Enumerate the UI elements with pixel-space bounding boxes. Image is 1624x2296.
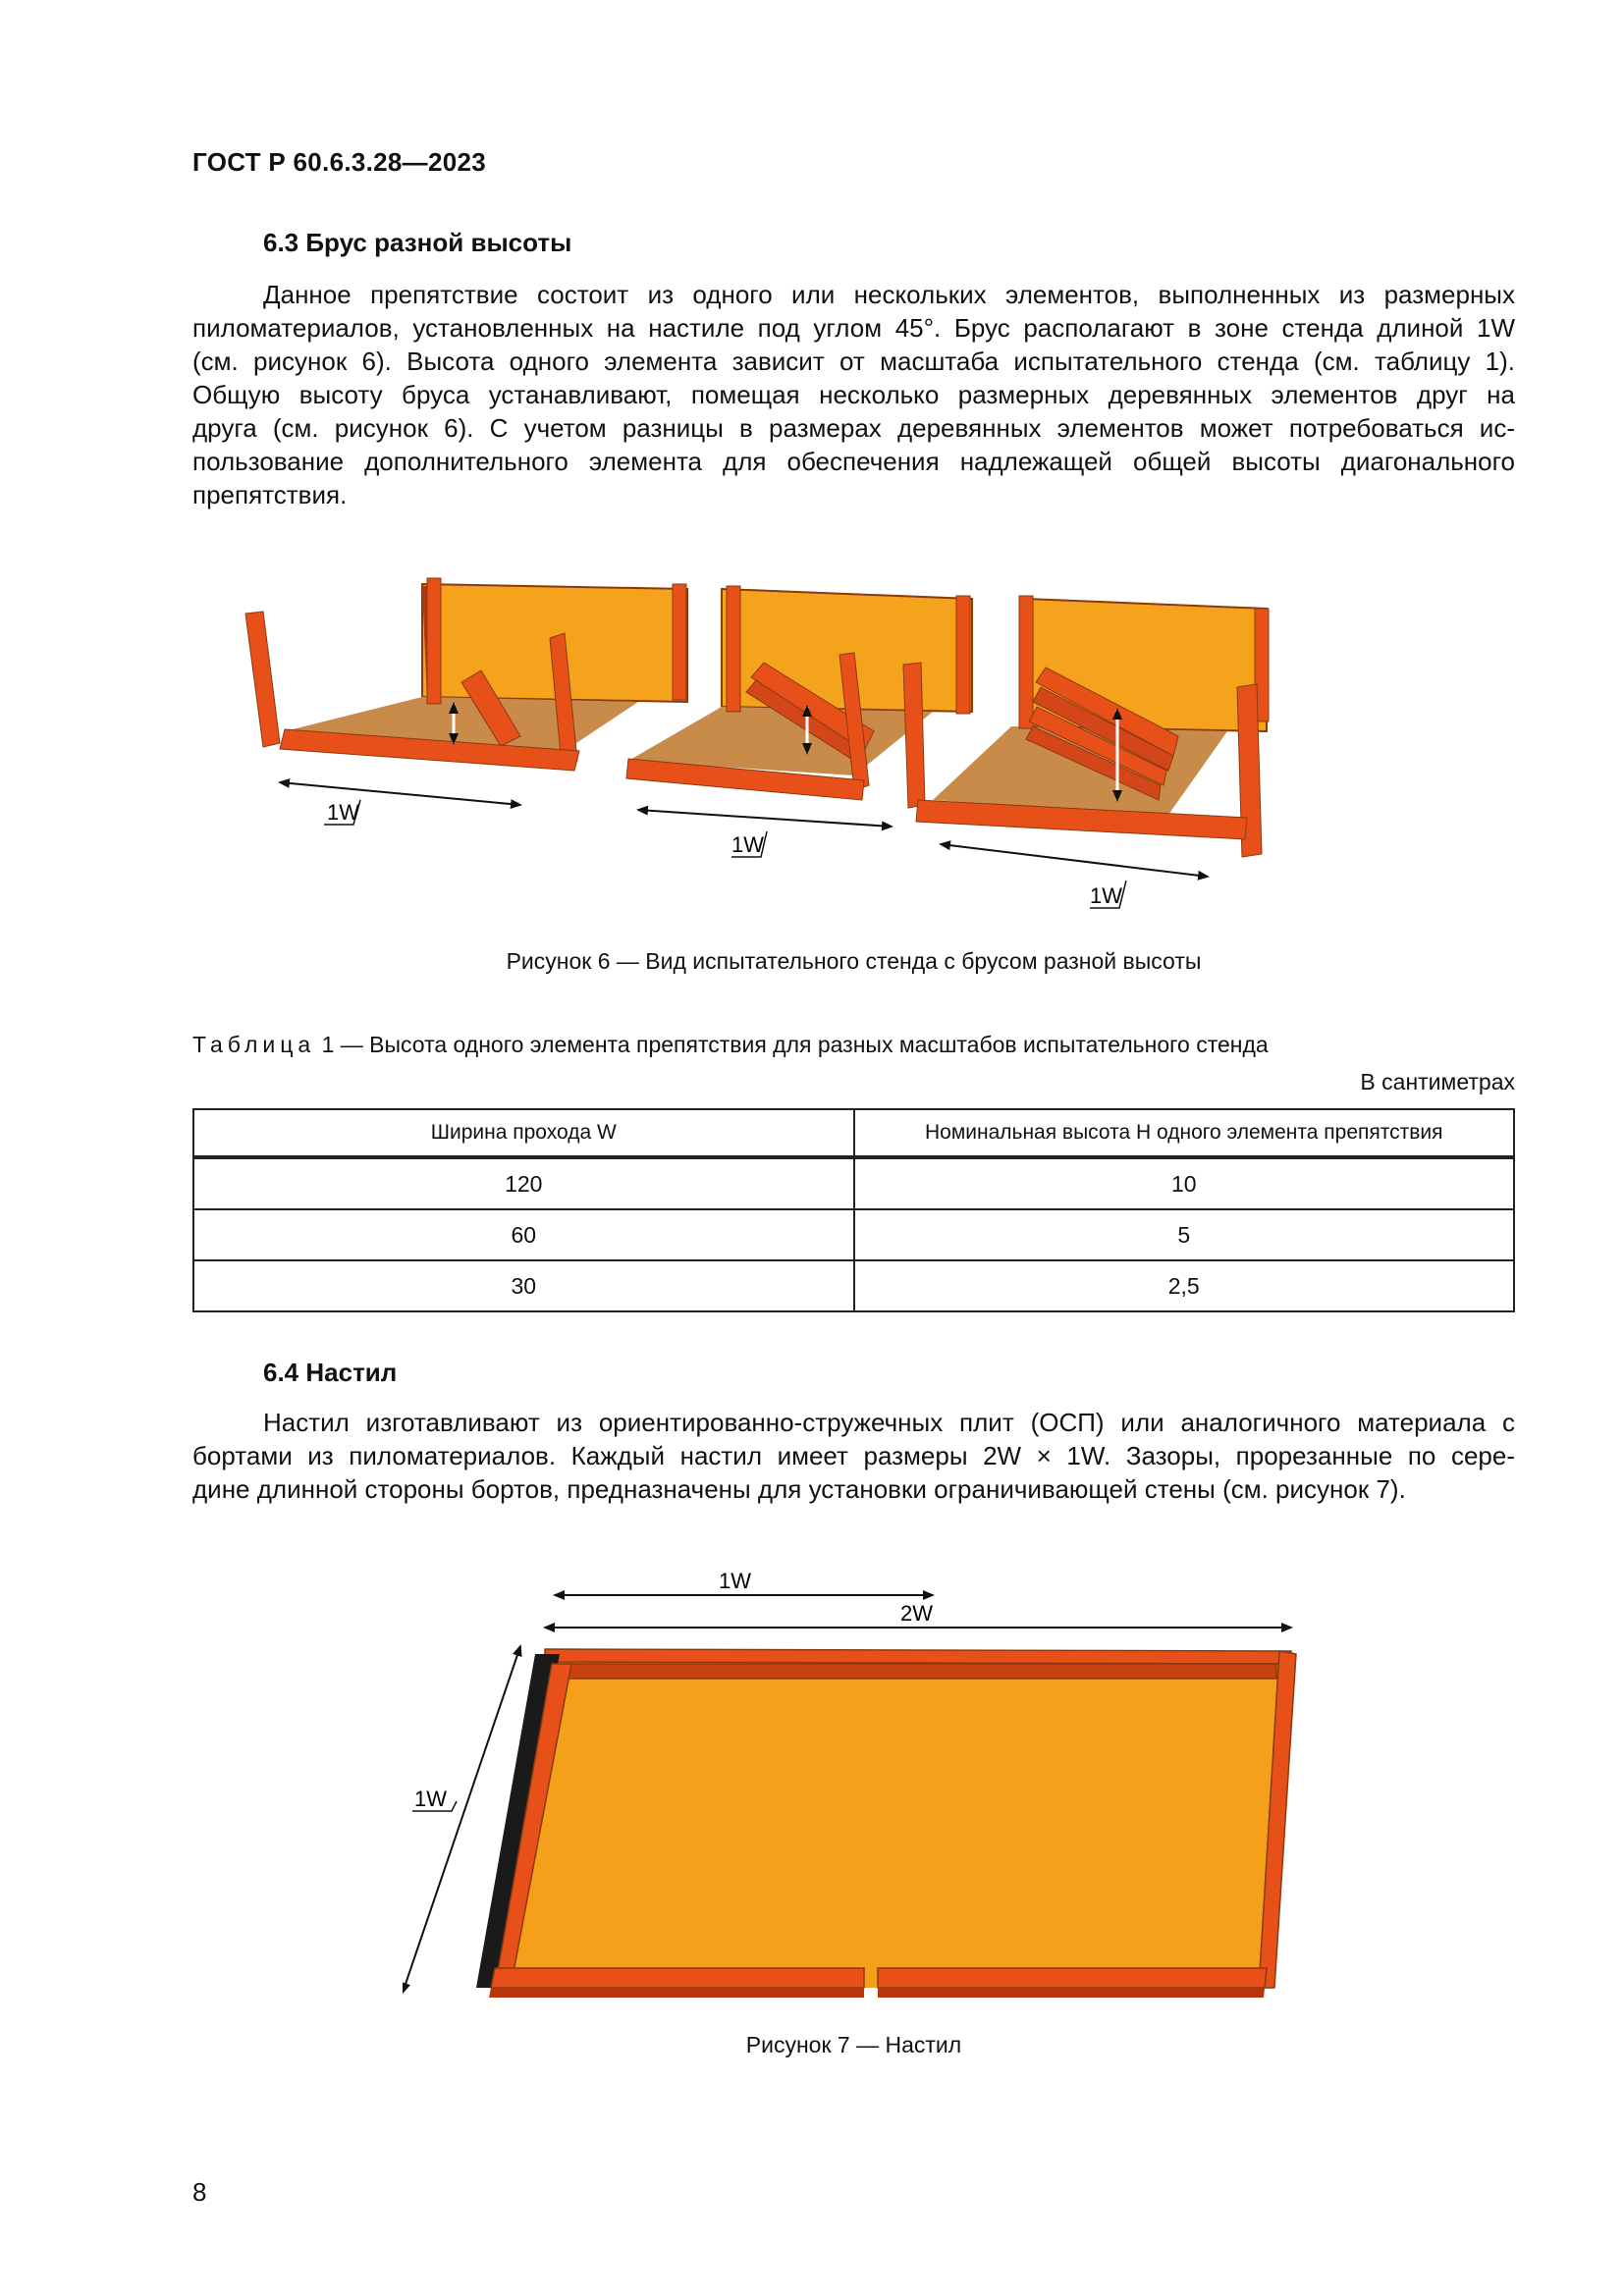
table-1 (192, 1108, 1515, 1312)
figure-6-label-1: 1W (327, 800, 359, 825)
document-header: ГОСТ Р 60.6.3.28—2023 (192, 147, 486, 177)
page-number: 8 (192, 2177, 207, 2207)
figure-6-illustration (226, 564, 1502, 928)
section-6-3-paragraph (192, 278, 1515, 511)
paragraph-line: Общую высоту бруса устанавливают, помещая несколько размерных деревянных элементов друг на (192, 380, 1515, 409)
table-row (193, 1260, 1514, 1311)
test-stand-module-1 (245, 578, 687, 825)
figure-7-label-top: 1W (719, 1569, 751, 1593)
table-1-caption (192, 1032, 1269, 1058)
paragraph-line: (см. рисунок 6). Высота одного элемента зависит от масштаба испытательного стенда (см. таблицу 1). (192, 347, 1515, 376)
table-row (193, 1209, 1514, 1260)
table-header-height: Номинальная высота H одного элемента препятствия (854, 1109, 1515, 1157)
table-header-row (193, 1109, 1514, 1157)
figure-7-label-mid: 2W (900, 1601, 933, 1626)
table-1-units: В сантиметрах (1360, 1069, 1515, 1095)
table-cell-height: 5 (854, 1209, 1515, 1260)
table-header-width: Ширина прохода W (193, 1109, 854, 1157)
paragraph-line: друга (см. рисунок 6). С учетом разницы в размерах деревянных элементов может потребоваться ис- (192, 413, 1515, 443)
paragraph-line: препятствия. (192, 480, 348, 509)
table-cell-width: 30 (193, 1260, 854, 1311)
paragraph-line: дине длинной стороны бортов, предназначены для установки ограничивающей стены (см. рисунок 7). (192, 1474, 1406, 1504)
paragraph-line: бортами из пиломатериалов. Каждый настил имеет размеры 2W × 1W. Зазоры, прорезанные по сере- (192, 1441, 1515, 1470)
paragraph-line: пиломатериалов, установленных на настиле под углом 45°. Брус располагают в зоне стенда длиной 1W (192, 313, 1515, 343)
table-cell-width: 60 (193, 1209, 854, 1260)
figure-6-label-3: 1W (1090, 883, 1122, 908)
table-row (193, 1157, 1514, 1209)
section-6-4-title: 6.4 Настил (263, 1358, 398, 1387)
table-caption-text: 1 — Высота одного элемента препятствия для разных масштабов испытательного стенда (315, 1032, 1269, 1057)
figure-7-caption: Рисунок 7 — Настил (745, 2032, 962, 2057)
paragraph-line: Настил изготавливают из ориентированно-стружечных плит (ОСП) или аналогичного материала с (263, 1408, 1515, 1437)
table-cell-height: 2,5 (854, 1260, 1515, 1311)
figure-7-illustration (403, 1556, 1316, 2007)
platform-deck (476, 1649, 1296, 1998)
table-cell-width: 120 (193, 1157, 854, 1209)
paragraph-line: Данное препятствие состоит из одного или нескольких элементов, выполненных из размерных (263, 280, 1515, 309)
table-cell-height: 10 (854, 1157, 1515, 1209)
figure-6-caption: Рисунок 6 — Вид испытательного стенда с брусом разной высоты (506, 948, 1202, 974)
paragraph-line: пользование дополнительного элемента для обеспечения надлежащей общей высоты диагонального (192, 447, 1515, 476)
section-6-4-paragraph (192, 1406, 1515, 1506)
table-caption-word: Таблица (192, 1032, 316, 1057)
section-6-3-title: 6.3 Брус разной высоты (263, 228, 572, 257)
figure-7-label-side: 1W (414, 1787, 447, 1811)
figure-6-label-2: 1W (731, 832, 764, 857)
